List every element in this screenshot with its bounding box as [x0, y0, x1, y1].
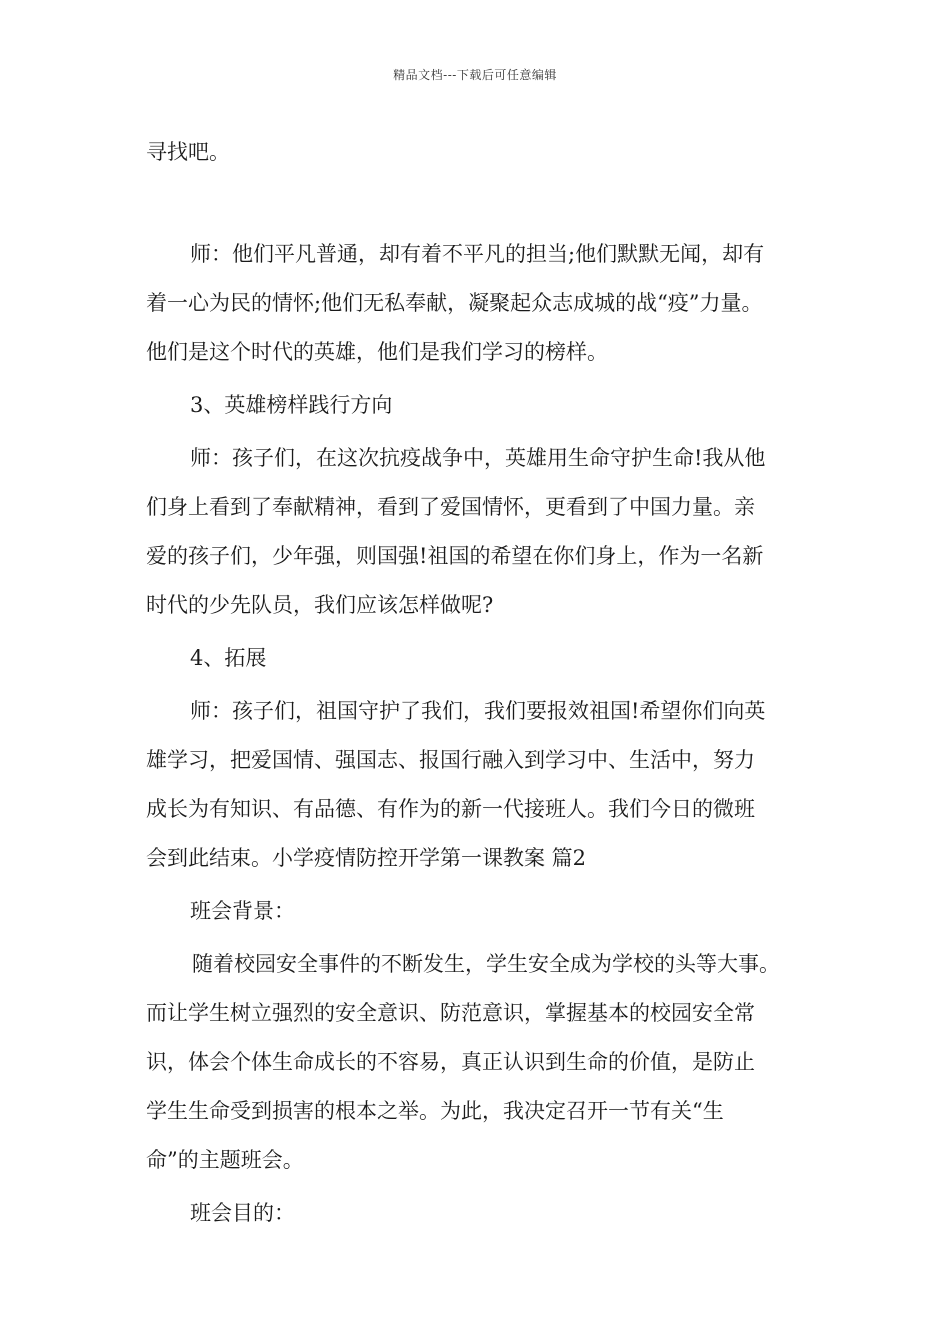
paragraph-line: 们身上看到了奉献精神，看到了爱国情怀，更看到了中国力量。亲 — [146, 495, 755, 519]
paragraph-line: 师：孩子们，在这次抗疫战争中，英雄用生命守护生命!我从他 — [190, 446, 766, 470]
paragraph-line: 时代的少先队员，我们应该怎样做呢? — [146, 593, 494, 617]
paragraph-line: 会到此结束。小学疫情防控开学第一课教案 篇2 — [146, 846, 587, 870]
paragraph-line: 成长为有知识、有品德、有作为的新一代接班人。我们今日的微班 — [146, 797, 755, 821]
paragraph-line: 师：他们平凡普通，却有着不平凡的担当;他们默默无闻，却有 — [190, 242, 765, 266]
paragraph-line: 雄学习，把爱国情、强国志、报国行融入到学习中、生活中，努力 — [146, 748, 755, 772]
paragraph-line: 他们是这个时代的英雄，他们是我们学习的榜样。 — [146, 340, 608, 364]
paragraph-line: 随着校园安全事件的不断发生，学生安全成为学校的头等大事。 — [192, 952, 780, 976]
paragraph-line: 识，体会个体生命成长的不容易，真正认识到生命的价值，是防止 — [146, 1050, 755, 1074]
section-heading: 3、英雄榜样践行方向 — [190, 393, 393, 417]
page-header: 精品文档---下载后可任意编辑 — [393, 68, 557, 82]
paragraph-line: 学生生命受到损害的根本之举。为此，我决定召开一节有关“生 — [146, 1099, 724, 1123]
paragraph-line: 着一心为民的情怀;他们无私奉献，凝聚起众志成城的战“疫”力量。 — [146, 291, 763, 315]
paragraph-line: 寻找吧。 — [146, 140, 230, 164]
section-heading: 4、拓展 — [190, 646, 267, 670]
paragraph-line: 爱的孩子们，少年强，则国强!祖国的希望在你们身上，作为一名新 — [146, 544, 764, 568]
paragraph-line: 师：孩子们，祖国守护了我们，我们要报效祖国!希望你们向英 — [190, 699, 766, 723]
paragraph-line: 命”的主题班会。 — [146, 1148, 304, 1172]
paragraph-line: 而让学生树立强烈的安全意识、防范意识，掌握基本的校园安全常 — [146, 1001, 755, 1025]
section-heading: 班会目的： — [190, 1201, 295, 1225]
section-heading: 班会背景： — [190, 899, 295, 923]
document-body — [146, 128, 816, 1238]
